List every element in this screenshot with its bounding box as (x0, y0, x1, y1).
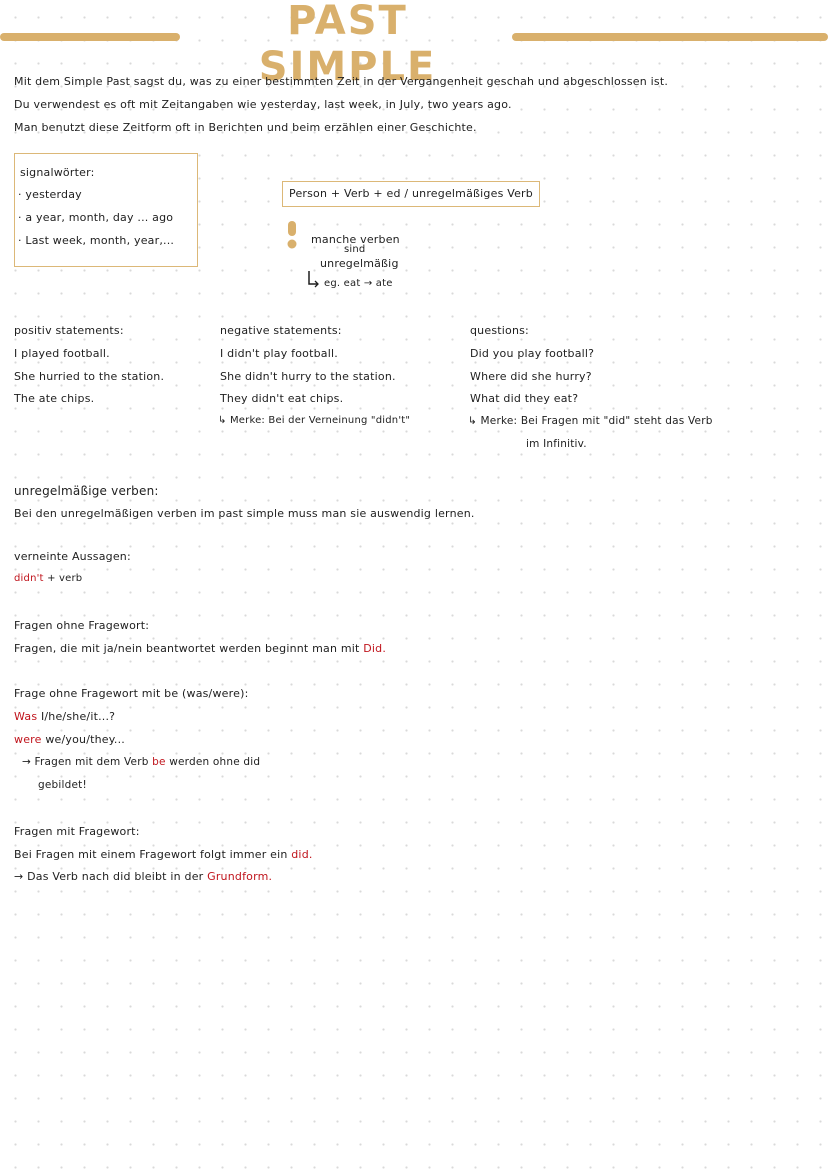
hook-arrow-icon (306, 270, 320, 290)
note-line-1: manche verben (311, 233, 400, 246)
negative-item: I didn't play football. (220, 347, 338, 360)
wh-text-red: did. (291, 848, 313, 861)
negated-heading: verneinte Aussagen: (14, 550, 131, 563)
negative-item: They didn't eat chips. (220, 392, 344, 405)
wh-text (14, 848, 313, 861)
be-note-line-2: gebildet! (38, 779, 87, 791)
irregular-text: Bei den unregelmäßigen verben im past simple muss man sie auswendig lernen. (14, 507, 475, 520)
negated-formula-rest: + verb (43, 573, 83, 584)
be-was-line (14, 710, 115, 723)
be-was-red: Was (14, 710, 38, 723)
yesno-text-red: Did. (363, 642, 387, 655)
signal-word-item: · Last week, month, year,... (18, 234, 175, 247)
formula-text: Person + Verb + ed / unregelmäßiges Verb (289, 187, 533, 200)
be-note-line (22, 756, 260, 768)
title-bar-right (512, 33, 828, 41)
wh-heading: Fragen mit Fragewort: (14, 825, 140, 838)
yesno-text-main: Fragen, die mit ja/nein beantwortet werden beginnt man mit (14, 642, 364, 655)
questions-merke: ↳ Merke: Bei Fragen mit "did" steht das Verb (468, 415, 713, 427)
page-title: PAST SIMPLE (258, 0, 437, 90)
positive-item: The ate chips. (14, 392, 95, 405)
negative-merke: ↳ Merke: Bei der Verneinung "didn't" (218, 415, 411, 426)
wh-rule-main: → Das Verb nach did bleibt in der (14, 870, 208, 883)
be-note-red: be (152, 756, 166, 768)
intro-line-1: Mit dem Simple Past sagst du, was zu einer bestimmten Zeit in der Vergangenheit geschah und abgeschlossen ist. (14, 75, 669, 88)
positive-item: I played football. (14, 347, 110, 360)
note-line-3: unregelmäßig (320, 257, 399, 270)
questions-heading: questions: (470, 324, 529, 337)
be-questions-heading: Frage ohne Fragewort mit be (was/were): (14, 687, 249, 700)
exclamation-icon (285, 220, 299, 250)
wh-text-main: Bei Fragen mit einem Fragewort folgt immer ein (14, 848, 292, 861)
signal-word-item: · yesterday (18, 188, 82, 201)
irregular-heading: unregelmäßige verben: (14, 484, 159, 498)
negative-item: She didn't hurry to the station. (220, 370, 396, 383)
be-were-red: were (14, 733, 42, 746)
negative-heading: negative statements: (220, 324, 342, 337)
intro-line-2: Du verwendest es oft mit Zeitangaben wie yesterday, last week, in July, two years ago. (14, 98, 512, 111)
signal-word-item: · a year, month, day ... ago (18, 211, 174, 224)
question-item: What did they eat? (470, 392, 579, 405)
be-were-line (14, 733, 125, 746)
questions-merke-cont: im Infinitiv. (526, 438, 587, 450)
positive-heading: positiv statements: (14, 324, 124, 337)
question-item: Where did she hurry? (470, 370, 592, 383)
negated-formula-red: didn't (14, 573, 44, 584)
question-item: Did you play football? (470, 347, 595, 360)
be-was-rest: I/he/she/it...? (37, 710, 116, 723)
intro-line-3: Man benutzt diese Zeitform oft in Berichten und beim erzählen einer Geschichte. (14, 121, 477, 134)
yesno-heading: Fragen ohne Fragewort: (14, 619, 150, 632)
note-line-2: sind (344, 244, 366, 255)
yesno-text (14, 642, 386, 655)
signal-words-heading: signalwörter: (20, 166, 95, 179)
title-bar-left (0, 33, 180, 41)
note-example: eg. eat → ate (324, 278, 393, 289)
be-were-rest: we/you/they... (41, 733, 125, 746)
be-note-b: werden ohne did (165, 756, 261, 768)
positive-item: She hurried to the station. (14, 370, 165, 383)
wh-rule-red: Grundform. (207, 870, 273, 883)
wh-rule (14, 870, 272, 883)
be-note-a: → Fragen mit dem Verb (22, 756, 153, 768)
negated-formula (14, 573, 82, 584)
